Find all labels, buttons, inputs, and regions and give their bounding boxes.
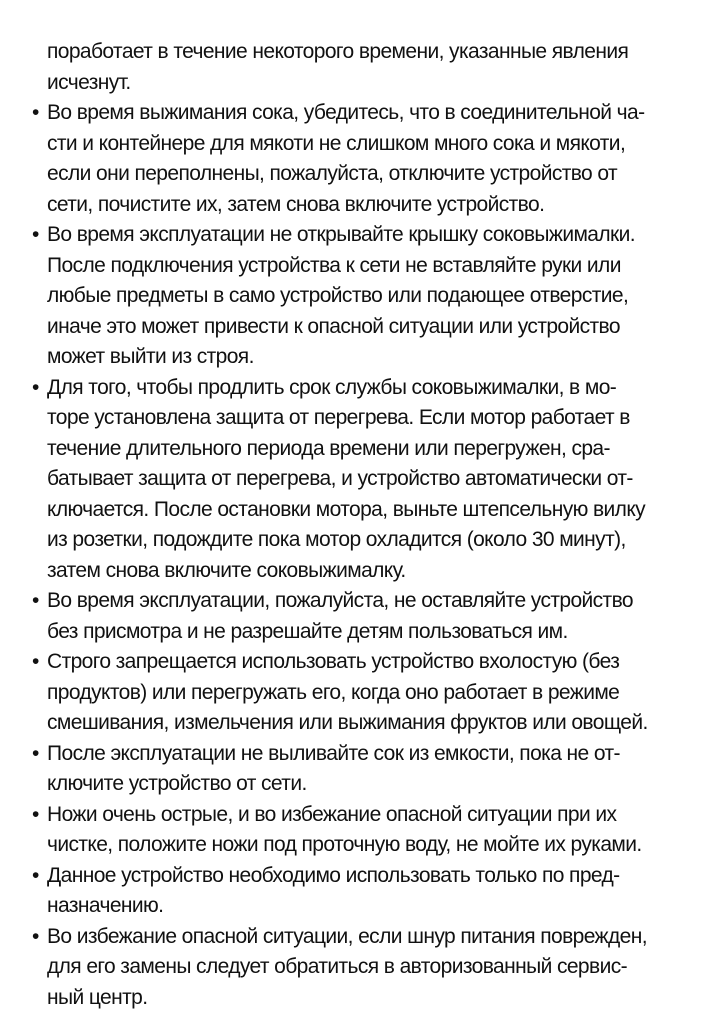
bullet-marker: • [32,800,39,831]
line-text: Во время выжимания сока, убедитесь, что в соединительной ча- [47,101,644,124]
text-line [30,556,694,587]
text-line [30,891,694,922]
text-line [30,220,694,251]
text-line: исчезнут. [30,68,694,99]
text-line [30,464,694,495]
list-item [30,98,694,220]
line-text: назначению. [47,894,163,917]
text-line [30,861,694,892]
text-line [30,525,694,556]
bullet-marker: • [32,861,39,892]
text-line [30,434,694,465]
text-line [30,98,694,129]
text-line: поработает в течение некоторого времени, указанные явления [30,37,694,68]
text-line [30,403,694,434]
text-line [30,708,694,739]
text-line [30,647,694,678]
text-line [30,495,694,526]
text-line [30,830,694,861]
bullet-marker: • [32,373,39,404]
bullet-marker: • [32,586,39,617]
bullet-marker: • [32,98,39,129]
text-line [30,190,694,221]
line-text: чистке, положите ножи под проточную воду, не мойте их руками. [47,833,642,856]
list-item [30,861,694,922]
line-text: Во время эксплуатации, пожалуйста, не оставляйте устройство [47,589,633,612]
bullet-marker: • [32,922,39,953]
text-line [30,617,694,648]
text-line [30,800,694,831]
line-text: сети, почистите их, затем снова включите устройство. [47,193,544,216]
line-text: любые предметы в само устройство или подающее отверстие, [47,284,628,307]
bullet-marker: • [32,739,39,770]
text-line [30,983,694,1013]
list-item [30,586,694,647]
text-line [30,251,694,282]
line-text: из розетки, подождите пока мотор охладится (около 30 минут), [47,528,626,551]
line-text: Для того, чтобы продлить срок службы соковыжималки, в мо- [47,376,616,399]
text-line [30,922,694,953]
line-text: сти и контейнере для мякоти не слишком много сока и мякоти, [47,132,625,155]
list-item [30,739,694,800]
line-text: смешивания, измельчения или выжимания фруктов или овощей. [47,711,648,734]
line-text: Строго запрещается использовать устройство вхолостую (без [47,650,619,673]
text-line [30,769,694,800]
text-line [30,159,694,190]
line-text: может выйти из строя. [47,345,254,368]
line-text: продуктов) или перегружать его, когда оно работает в режиме [47,681,619,704]
lead-paragraph [30,37,694,98]
text-line [30,129,694,160]
text-line [30,678,694,709]
line-text: Во время эксплуатации не открывайте крышку соковыжималки. [47,223,635,246]
text-line [30,312,694,343]
line-text: ключите устройство от сети. [47,772,307,795]
line-text: затем снова включите соковыжималку. [47,559,406,582]
list-item [30,647,694,739]
line-text: для его замены следует обратиться в авторизованный сервис- [47,955,627,978]
line-text: ный центр. [47,986,147,1009]
bullet-marker: • [32,647,39,678]
text-line [30,281,694,312]
text-line [30,952,694,983]
line-text: Данное устройство необходимо использовать только по пред- [47,864,620,887]
line-text: После подключения устройства к сети не вставляйте руки или [47,254,621,277]
line-text: если они переполнены, пожалуйста, отключите устройство от [47,162,617,185]
line-text: торе установлена защита от перегрева. Если мотор работает в [47,406,630,429]
text-line [30,739,694,770]
text-line [30,586,694,617]
safety-bullet-list [30,98,694,1013]
line-text: батывает защита от перегрева, и устройство автоматически от- [47,467,633,490]
line-text: Ножи очень острые, и во избежание опасной ситуации при их [47,803,616,826]
list-item [30,373,694,587]
line-text: без присмотра и не разрешайте детям пользоваться им. [47,620,568,643]
line-text: После эксплуатации не выливайте сок из емкости, пока не от- [47,742,620,765]
line-text: Во избежание опасной ситуации, если шнур питания поврежден, [47,925,647,948]
list-item [30,220,694,373]
line-text: течение длительного периода времени или перегружен, сра- [47,437,610,460]
bullet-marker: • [32,220,39,251]
text-line [30,373,694,404]
list-item [30,922,694,1013]
line-text: ключается. После остановки мотора, выньте штепсельную вилку [47,498,645,521]
list-item [30,800,694,861]
line-text: иначе это может привести к опасной ситуации или устройство [47,315,620,338]
text-line [30,342,694,373]
